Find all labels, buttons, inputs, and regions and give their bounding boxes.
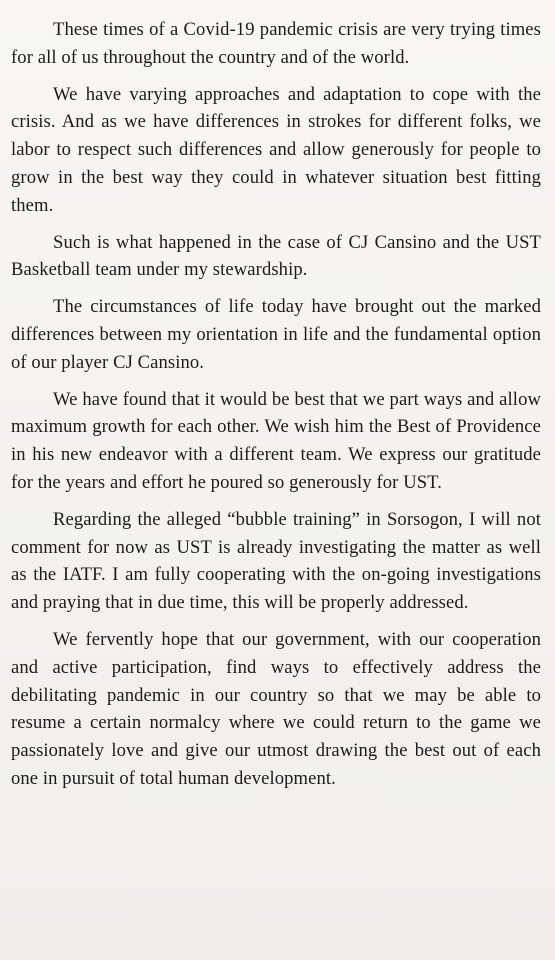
paragraph-2: We have varying approaches and adaptation to cope with the crisis. And as we have differences in strokes for different folks, we labor to respect such differences and allow generously for people to grow in the best way they could in whatever situation best fitting them. bbox=[11, 83, 541, 216]
paragraph-7: We fervently hope that our government, with our cooperation and active participation, find ways to effectively address the debilitating pandemic in our country so that we may be able to resume a certain normalcy where we could return to the game we passionately love and give our utmost drawing the best out of each one in pursuit of total human development. bbox=[11, 628, 541, 789]
statement-text bbox=[11, 16, 541, 793]
paragraph-5: We have found that it would be best that we part ways and allow maximum growth for each other. We wish him the Best of Providence in his new endeavor with a different team. We express our gratitude for the years and effort he poured so generously for UST. bbox=[11, 388, 541, 493]
paragraph-6: Regarding the alleged “bubble training” in Sorsogon, I will not comment for now as UST is already investigating the matter as well as the IATF. I am fully cooperating with the on-going investigations and praying that in due time, this will be properly addressed. bbox=[11, 508, 541, 614]
paragraph-3: Such is what happened in the case of CJ Cansino and the UST Basketball team under my stewardship. bbox=[11, 231, 541, 281]
paragraph-4: The circumstances of life today have brought out the marked differences between my orientation in life and the fundamental option of our player CJ Cansino. bbox=[11, 296, 541, 373]
paragraph-1: These times of a Covid-19 pandemic crisis are very trying times for all of us throughout the country and of the world. bbox=[11, 19, 541, 68]
